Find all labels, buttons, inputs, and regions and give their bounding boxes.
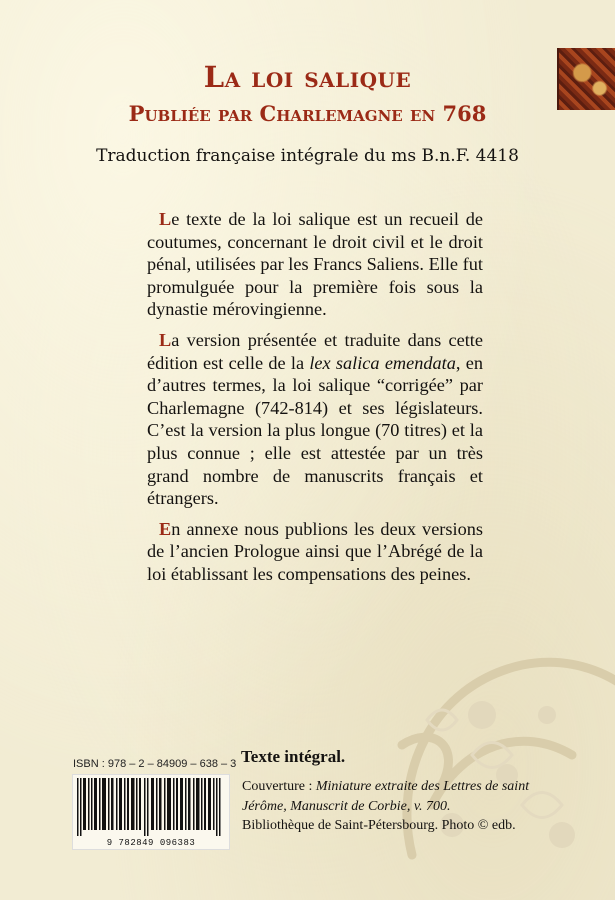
credits-line-2 xyxy=(242,797,542,817)
paragraph-1-text: e texte de la loi salique est un recueil de coutumes, concernant le droit civil et le droit pénal, utilisées par les Francs Saliens. Elle fut promulguée pour la première fois sous la dynastie mérovingienne. xyxy=(147,209,483,320)
isbn-number: ISBN : 978 – 2 – 84909 – 638 – 3 xyxy=(73,758,237,770)
cover-label: Couverture : xyxy=(242,779,316,794)
paragraph-3-text: n annexe nous publions les deux versions de l’ancien Prologue ainsi que l’Abrégé de la loi établissant les compensations des peines. xyxy=(147,518,483,584)
credits-line-1 xyxy=(242,777,542,797)
book-title: La loi salique xyxy=(203,60,412,94)
blurb-text xyxy=(147,208,483,594)
drop-cap: L xyxy=(159,209,172,229)
cover-source-1: Miniature extraite des Lettres de saint xyxy=(315,779,530,794)
paragraph-2-italic: lex salica emendata xyxy=(309,352,456,373)
translation-note: Traduction française intégrale du ms B.n.F. 4418 xyxy=(96,146,519,166)
book-subtitle: Publiée par Charlemagne en 768 xyxy=(128,101,487,126)
cover-miniature-thumbnail xyxy=(557,48,615,110)
isbn-barcode xyxy=(72,774,230,850)
barcode-digits: 9 782849 096383 xyxy=(106,838,196,848)
paragraph-2-text-a: a version présentée et traduite dans cette édition est celle de la xyxy=(147,329,483,373)
full-text-label: Texte intégral. xyxy=(241,747,346,766)
drop-cap: L xyxy=(159,329,172,350)
paragraph-2 xyxy=(147,329,483,510)
cover-source-2: Jérôme, Manuscrit de Corbie, v. 700. xyxy=(242,798,451,814)
paragraph-3 xyxy=(147,518,483,586)
paragraph-2-text-b: , en d’autres termes, la loi salique “corrigée” par Charlemagne (742-814) et ses législateurs. C’est la version la plus longue (70 titres) et la plus connue ; elle est attestée par un très grand nombre de manuscrits français et étrangers. xyxy=(147,352,483,509)
credits-line-3: Bibliothèque de Saint-Pétersbourg. Photo © edb. xyxy=(242,818,516,833)
drop-cap: E xyxy=(159,518,172,539)
paragraph-1 xyxy=(147,208,483,321)
cover-credits xyxy=(242,777,542,836)
decorative-initial-ornament xyxy=(372,625,615,875)
